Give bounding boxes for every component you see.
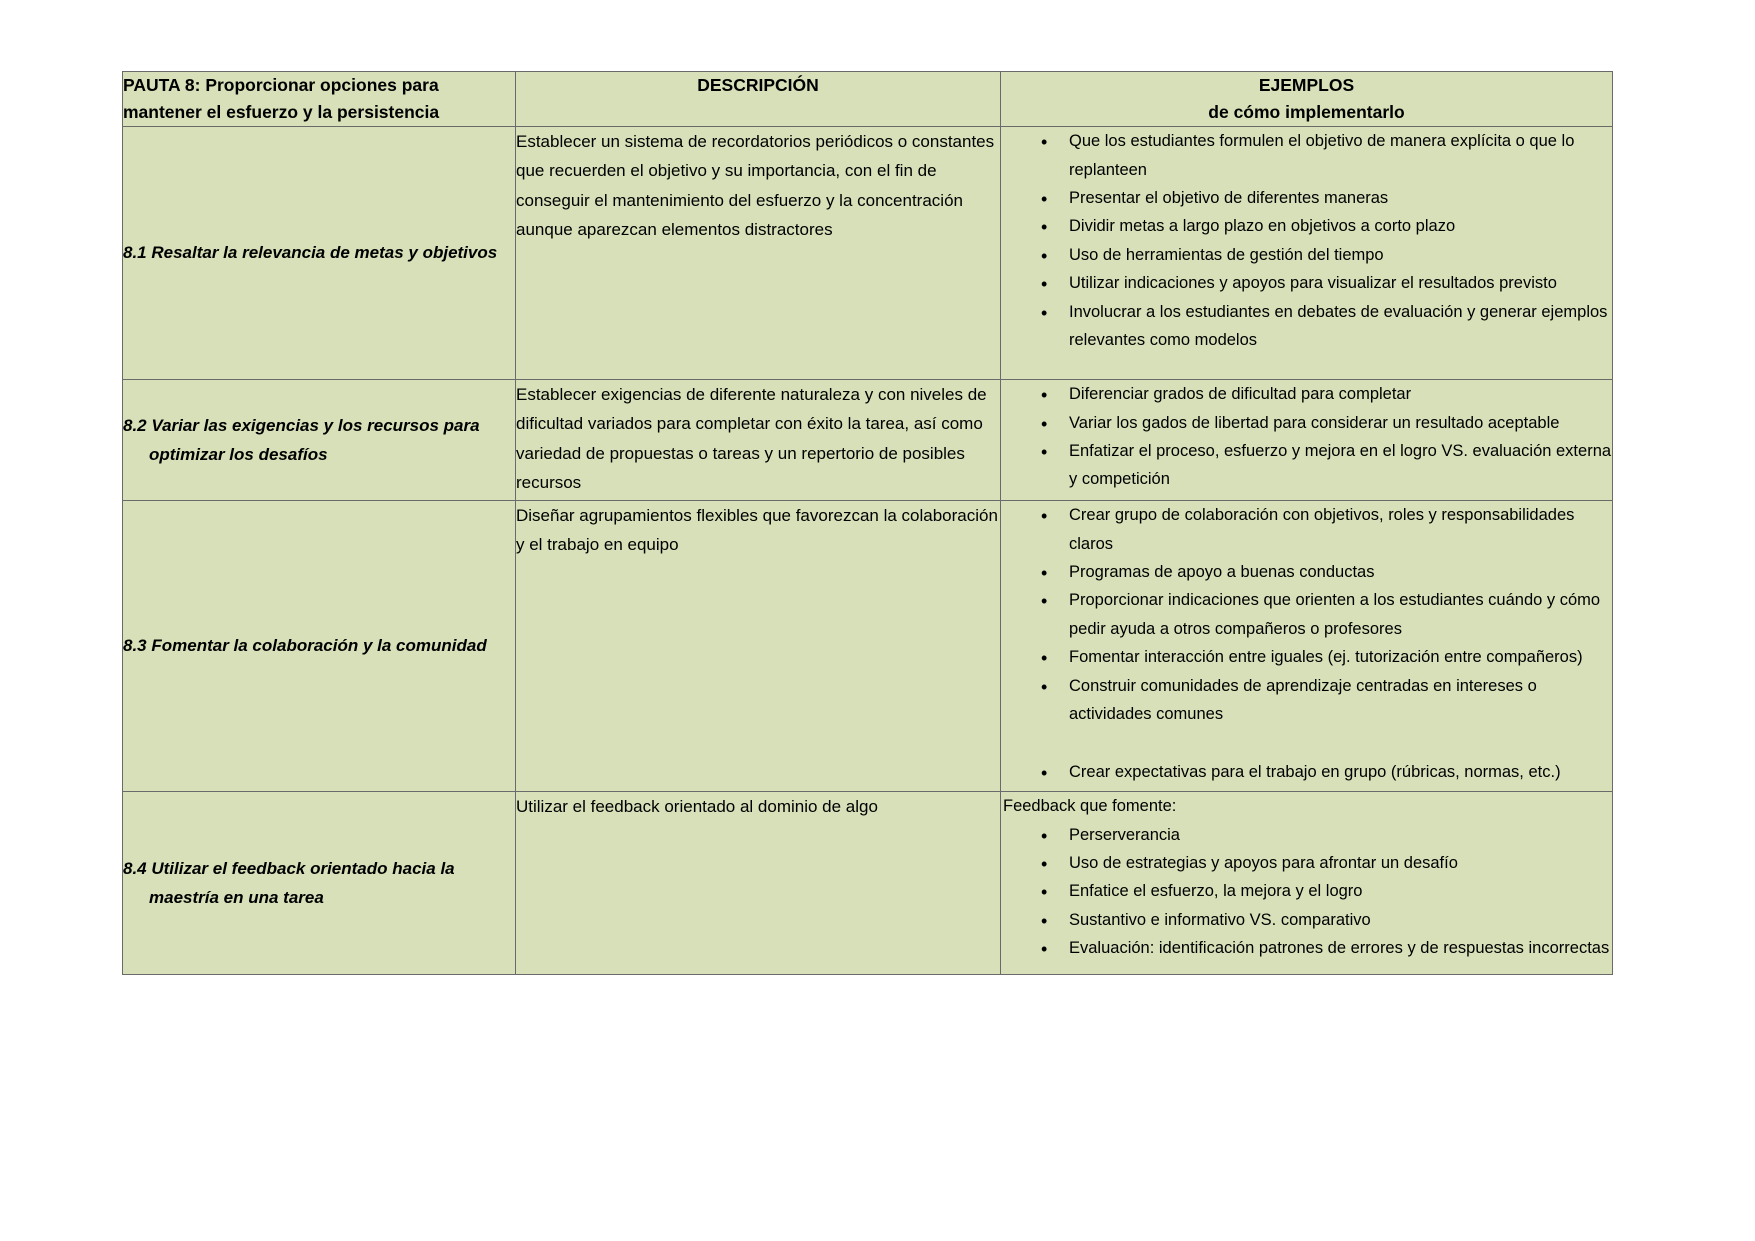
row-examples-cell-8-2 [1001, 380, 1613, 501]
header-ejemplos-line1: EJEMPLOS [1258, 75, 1355, 95]
examples-list-8-3 [1001, 501, 1612, 786]
header-ejemplos-line2: de cómo implementarlo [1208, 102, 1405, 123]
table-header-row [123, 72, 1613, 127]
row-label-cell-8-4 [123, 792, 516, 975]
examples-list-8-1 [1001, 127, 1612, 354]
checkpoint-label-8-1: 8.1 Resaltar la relevancia de metas y objetivos [123, 243, 498, 263]
table-row [123, 380, 1613, 501]
list-item: • Utilizar indicaciones y apoyos para visualizar el resultados previsto [1041, 269, 1612, 297]
list-item: • Dividir metas a largo plazo en objetivos a corto plazo [1041, 212, 1612, 240]
row-description-cell-8-2 [516, 380, 1001, 501]
list-item: • Uso de estrategias y apoyos para afrontar un desafío [1041, 849, 1612, 877]
examples-list-8-4 [1001, 821, 1612, 963]
description-text-8-3: Diseñar agrupamientos flexibles que favorezcan la colaboración y el trabajo en equipo [516, 506, 998, 555]
list-item: • Uso de herramientas de gestión del tiempo [1041, 241, 1612, 269]
table-row [123, 127, 1613, 380]
list-item: • Que los estudiantes formulen el objetivo de manera explícita o que lo replanteen [1041, 127, 1612, 184]
list-item: • Presentar el objetivo de diferentes maneras [1041, 184, 1612, 212]
row-label-cell-8-1 [123, 127, 516, 380]
list-item: • Sustantivo e informativo VS. comparativo [1041, 906, 1612, 934]
row-description-cell-8-4 [516, 792, 1001, 975]
row-description-cell-8-1 [516, 127, 1001, 380]
examples-intro-8-4: Feedback que fomente: [1003, 797, 1177, 816]
header-ejemplos-cell [1001, 72, 1613, 127]
list-item: • Enfatizar el proceso, esfuerzo y mejora en el logro VS. evaluación externa y competición [1041, 437, 1612, 494]
list-item: • Enfatice el esfuerzo, la mejora y el logro [1041, 877, 1612, 905]
list-item: • Evaluación: identificación patrones de errores y de respuestas incorrectas [1041, 934, 1612, 962]
description-text-8-1: Establecer un sistema de recordatorios periódicos o constantes que recuerden el objetivo y su importancia, con el fin de conseguir el mantenimiento del esfuerzo y la concentración aunque aparezcan elementos distractores [516, 132, 995, 239]
list-item: • Perserverancia [1041, 821, 1612, 849]
checkpoint-label-8-4: 8.4 Utilizar el feedback orientado hacia la maestría en una tarea [123, 858, 455, 908]
header-descripcion-cell: DESCRIPCIÓN [516, 72, 1001, 127]
row-examples-cell-8-1 [1001, 127, 1613, 380]
list-item: • Programas de apoyo a buenas conductas [1041, 558, 1612, 586]
row-label-cell-8-2 [123, 380, 516, 501]
header-pauta-cell: PAUTA 8: Proporcionar opciones para mantener el esfuerzo y la persistencia [123, 72, 516, 127]
checkpoint-label-8-2: 8.2 Variar las exigencias y los recursos para optimizar los desafíos [123, 415, 480, 465]
guide-table [122, 71, 1613, 975]
list-item: • Proporcionar indicaciones que orienten a los estudiantes cuándo y cómo pedir ayuda a otros compañeros o profesores [1041, 586, 1612, 643]
row-examples-cell-8-4 [1001, 792, 1613, 975]
row-examples-cell-8-3 [1001, 501, 1613, 792]
examples-list-8-2 [1001, 380, 1612, 494]
row-label-cell-8-3 [123, 501, 516, 792]
description-text-8-4: Utilizar el feedback orientado al dominio de algo [516, 797, 878, 817]
guide-table-container [122, 71, 1612, 975]
list-item: • Diferenciar grados de dificultad para completar [1041, 380, 1612, 408]
list-item: • Variar los gados de libertad para considerar un resultado aceptable [1041, 409, 1612, 437]
table-row [123, 792, 1613, 975]
checkpoint-label-8-3: 8.3 Fomentar la colaboración y la comunidad [123, 636, 487, 656]
list-item: • Involucrar a los estudiantes en debates de evaluación y generar ejemplos relevantes como modelos [1041, 298, 1612, 355]
list-item: • Fomentar interacción entre iguales (ej. tutorización entre compañeros) [1041, 643, 1612, 671]
description-text-8-2: Establecer exigencias de diferente naturaleza y con niveles de dificultad variados para completar con éxito la tarea, así como variedad de propuestas o tareas y un repertorio de posibles recursos [516, 385, 987, 492]
list-item: • Crear expectativas para el trabajo en grupo (rúbricas, normas, etc.) [1041, 758, 1612, 786]
row-description-cell-8-3 [516, 501, 1001, 792]
table-row [123, 501, 1613, 792]
list-item: • Construir comunidades de aprendizaje centradas en intereses o actividades comunes [1041, 672, 1612, 729]
list-item: • Crear grupo de colaboración con objetivos, roles y responsabilidades claros [1041, 501, 1612, 558]
